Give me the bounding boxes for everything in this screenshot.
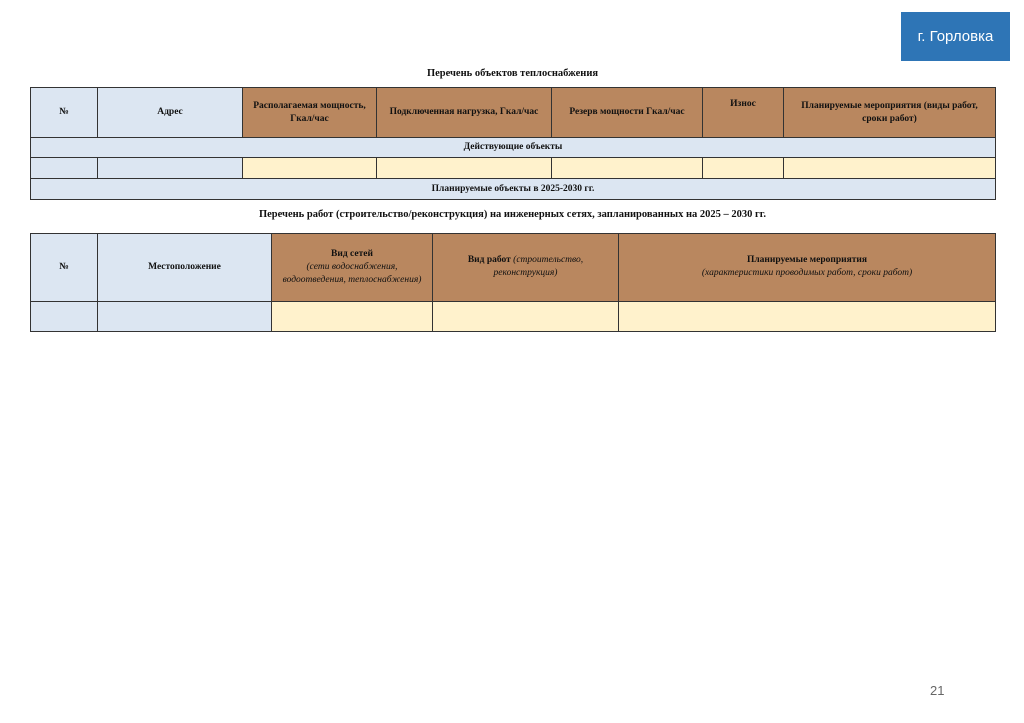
cell[interactable] <box>31 302 98 332</box>
cell[interactable] <box>552 158 703 179</box>
header-network-type <box>272 234 433 302</box>
cell[interactable] <box>243 158 377 179</box>
page-number: 21 <box>930 683 945 698</box>
cell[interactable] <box>784 158 996 179</box>
header-work-type <box>433 234 619 302</box>
header-num: № <box>31 88 98 138</box>
network-type-note: (сети водоснабжения, водоотведения, теплоснабжения) <box>282 262 422 285</box>
section-existing: Действующие объекты <box>31 138 996 158</box>
header-location: Местоположение <box>98 234 272 302</box>
cell[interactable] <box>98 302 272 332</box>
header-num: № <box>31 234 98 302</box>
section-planned: Планируемые объекты в 2025-2030 гг. <box>31 179 996 200</box>
header-reserve: Резерв мощности Гкал/час <box>552 88 703 138</box>
cell[interactable] <box>619 302 996 332</box>
cell[interactable] <box>377 158 552 179</box>
cell[interactable] <box>98 158 243 179</box>
header-planned-measures: Планируемые мероприятия (виды работ, сроки работ) <box>784 88 996 138</box>
cell[interactable] <box>433 302 619 332</box>
network-works-table <box>30 233 996 332</box>
cell[interactable] <box>703 158 784 179</box>
table-row <box>31 158 996 179</box>
header-planned-measures <box>619 234 996 302</box>
header-wear: Износ <box>703 88 784 138</box>
network-type-label: Вид сетей <box>331 249 373 260</box>
table-header-row <box>31 88 996 138</box>
planned-label: Планируемые мероприятия <box>746 255 868 265</box>
work-type-label: Вид работ <box>467 255 511 265</box>
table-header-row <box>31 234 996 302</box>
header-address: Адрес <box>98 88 243 138</box>
header-available-capacity: Располагаемая мощность, Гкал/час <box>243 88 377 138</box>
table1-title: Перечень объектов теплоснабжения <box>426 68 599 79</box>
work-type-note: (строительство, реконструкция) <box>493 255 584 278</box>
cell[interactable] <box>31 158 98 179</box>
header-connected-load: Подключенная нагрузка, Гкал/час <box>377 88 552 138</box>
table-row <box>31 302 996 332</box>
heat-objects-table <box>30 87 996 200</box>
cell[interactable] <box>272 302 433 332</box>
city-badge: г. Горловка <box>901 12 1010 61</box>
table2-title: Перечень работ (строительство/реконструкция) на инженерных сетях, запланированных на 2025 – 2030 гг. <box>258 209 766 220</box>
planned-note: (характеристики проводимых работ, сроки работ) <box>701 267 913 278</box>
